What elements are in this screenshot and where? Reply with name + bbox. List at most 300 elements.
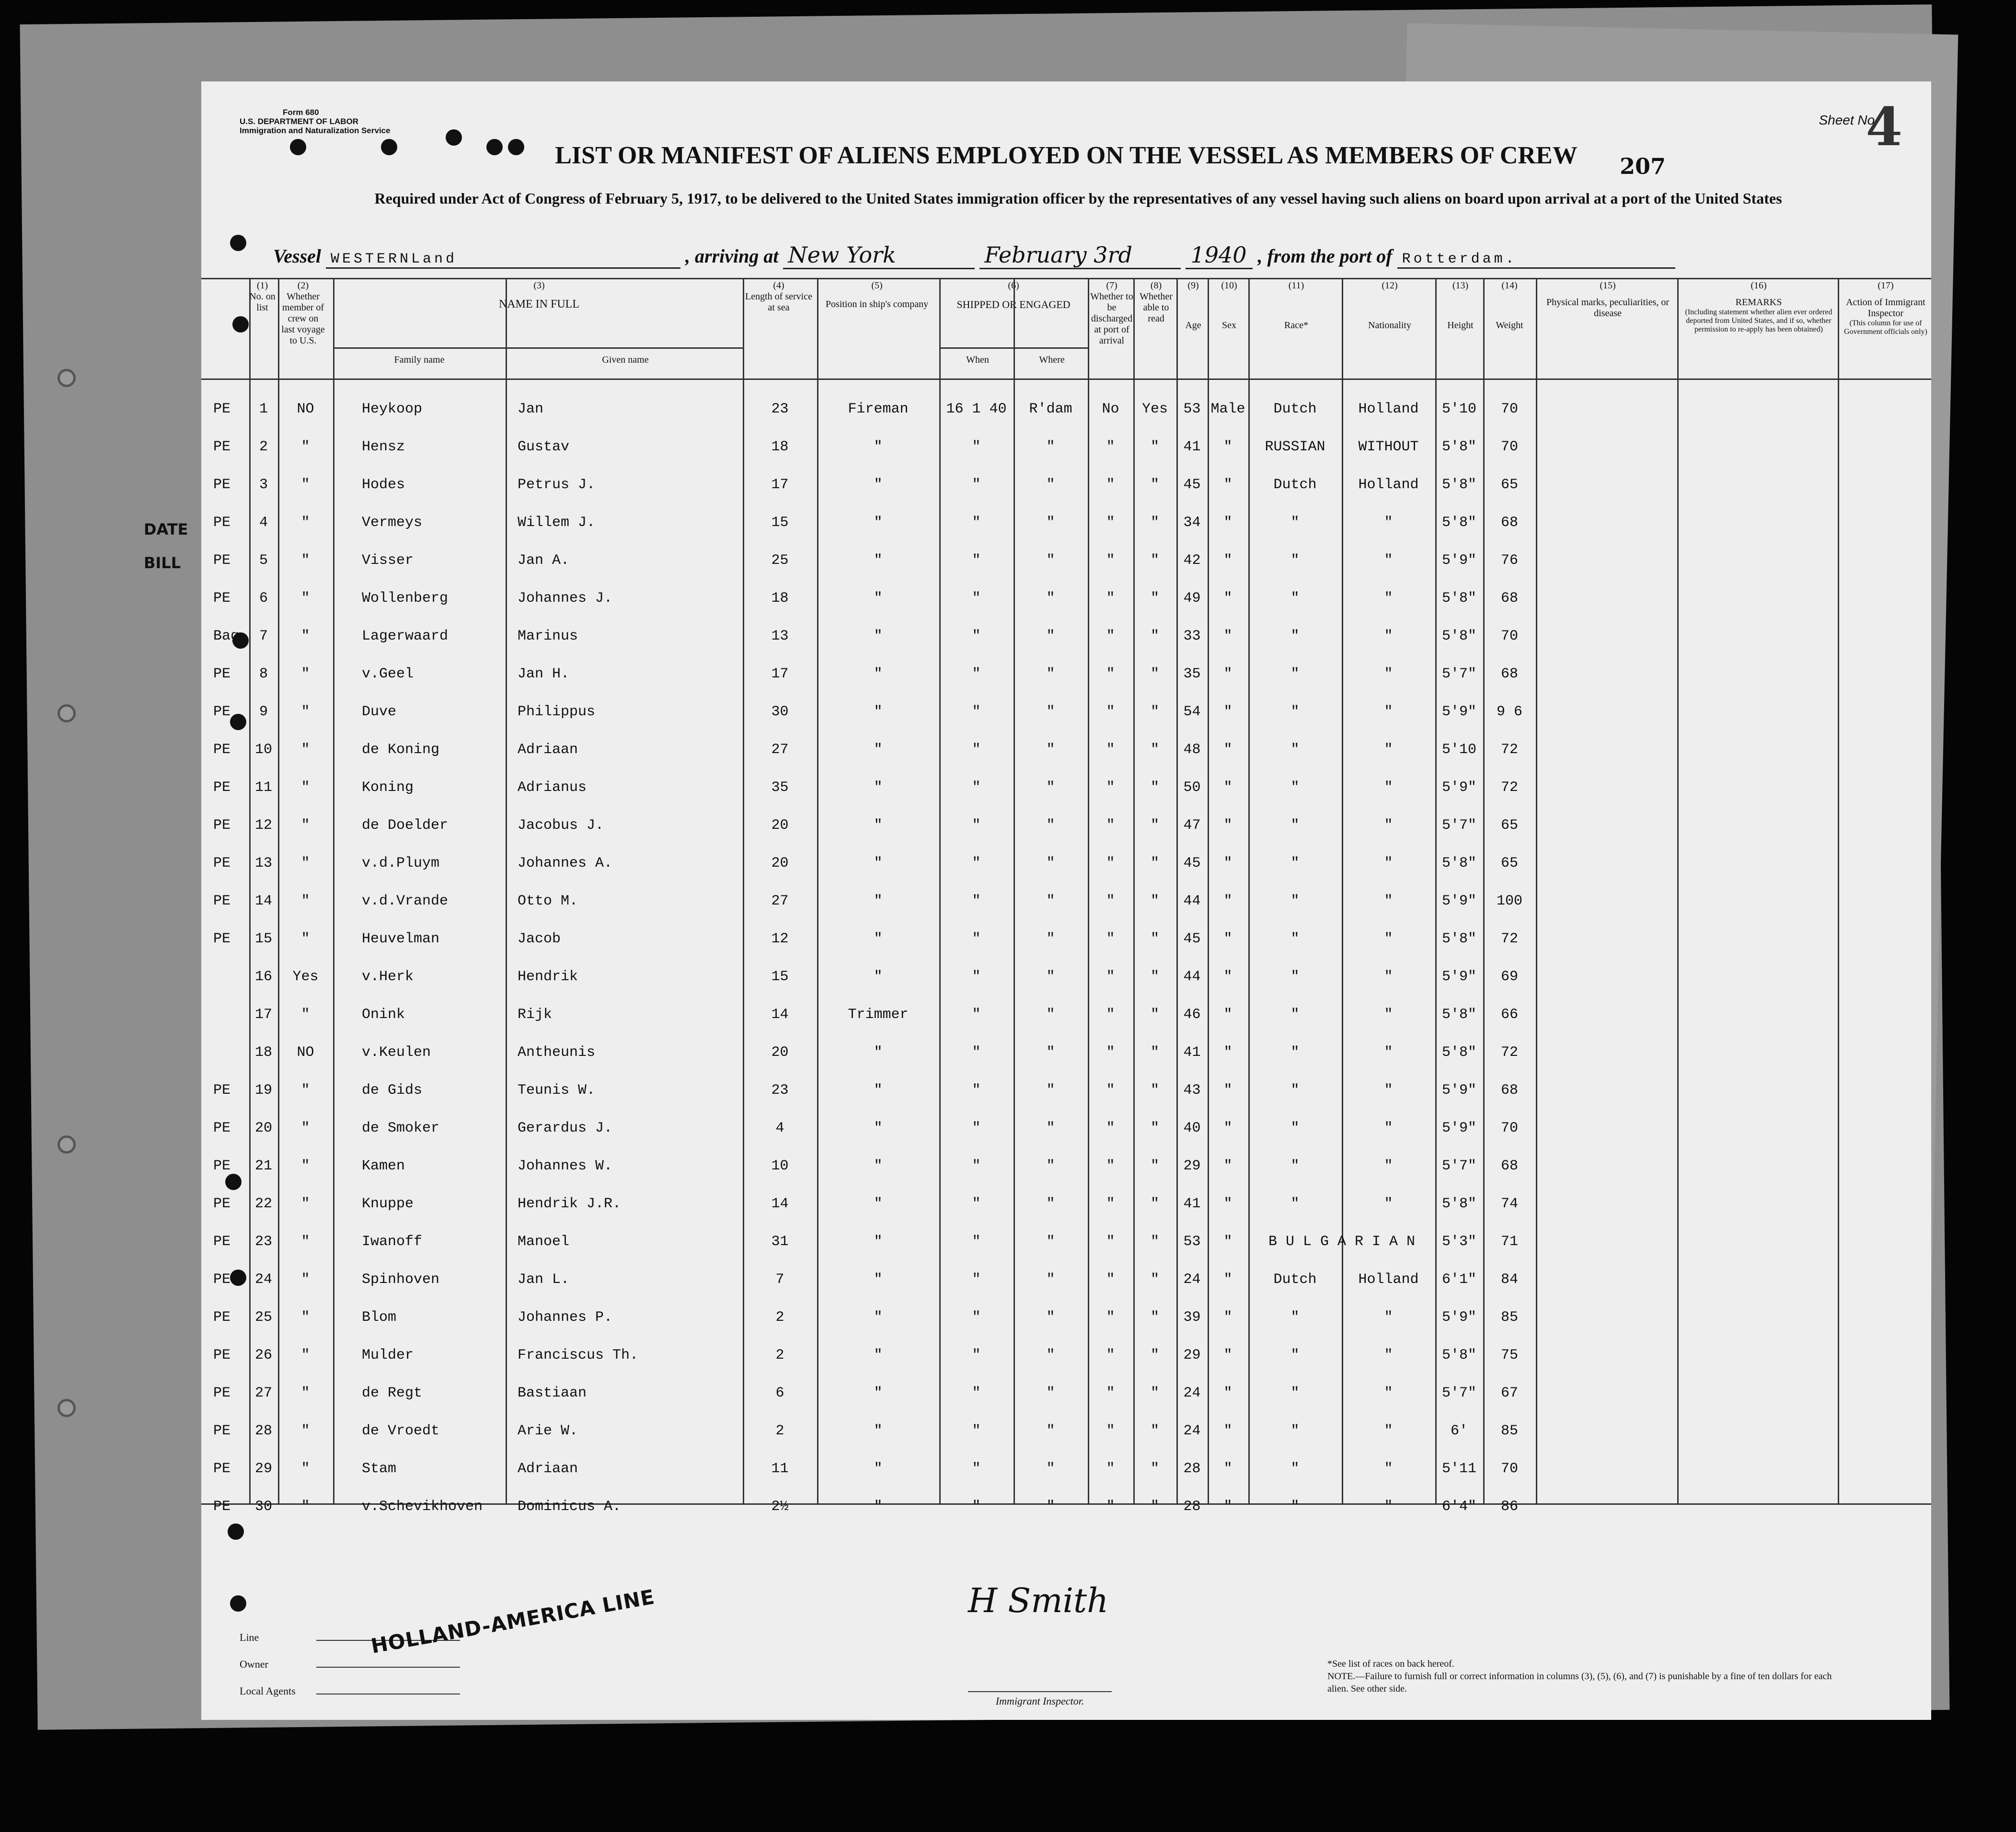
cell-age: 33: [1183, 628, 1201, 644]
cell-disch: ": [1106, 1347, 1115, 1363]
cell-family: v.d.Vrande: [362, 893, 449, 909]
cell-sex: ": [1223, 893, 1233, 909]
header-where: Where: [1039, 355, 1065, 365]
cell-position: ": [874, 779, 883, 796]
cell-age: 29: [1183, 1158, 1201, 1174]
cell-disch: ": [1106, 1196, 1115, 1212]
cell-where: ": [1046, 1499, 1055, 1515]
cell-no: 17: [254, 1007, 272, 1023]
cell-given: Jan H.: [518, 666, 570, 682]
service: Immigration and Naturalization Service: [240, 126, 391, 135]
cell-height: 5'8": [1441, 931, 1476, 947]
cell-age: 48: [1183, 742, 1201, 758]
side-stamp-text: [144, 513, 188, 580]
cell-nat: ": [1384, 590, 1393, 607]
cell-when: ": [972, 515, 981, 531]
cell-pre: PE: [213, 1196, 231, 1212]
table-row: [201, 1034, 1931, 1072]
cell-age: 53: [1183, 401, 1201, 417]
cell-given: Antheunis: [518, 1044, 596, 1061]
header-col7: (7) Whether to be discharged at port of arrival: [1090, 280, 1133, 346]
footer-note: [1327, 1658, 1855, 1695]
cell-given: Johannes J.: [518, 590, 613, 607]
cell-when: ": [972, 1423, 981, 1439]
header-when: When: [966, 355, 989, 365]
cell-disch: ": [1106, 969, 1115, 985]
cell-family: v.Geel: [362, 666, 414, 682]
cell-where: ": [1046, 1309, 1055, 1326]
cell-last: ": [301, 1082, 310, 1099]
cell-where: ": [1046, 666, 1055, 682]
cell-family: de Regt: [362, 1385, 423, 1401]
cell-pre: PE: [213, 1309, 231, 1326]
inspector-label: Immigrant Inspector.: [968, 1691, 1112, 1707]
cell-given: Gustav: [518, 439, 570, 455]
cell-race: ": [1290, 590, 1300, 607]
table-row: [201, 996, 1931, 1034]
cell-family: Kamen: [362, 1158, 405, 1174]
cell-where: ": [1046, 931, 1055, 947]
cell-given: Hendrik: [518, 969, 578, 985]
cell-where: ": [1046, 552, 1055, 569]
cell-service: 4: [775, 1120, 784, 1136]
cell-where: ": [1046, 704, 1055, 720]
table-row: [201, 1337, 1931, 1374]
cell-disch: No: [1102, 401, 1119, 417]
cell-service: 30: [771, 704, 789, 720]
cell-no: 25: [254, 1309, 272, 1326]
cell-family: Mulder: [362, 1347, 414, 1363]
line-label: Line: [240, 1631, 259, 1643]
cell-sex: ": [1223, 969, 1233, 985]
cell-when: ": [972, 1309, 981, 1326]
cell-no: 19: [254, 1082, 272, 1099]
cell-no: 24: [254, 1271, 272, 1288]
cell-weight: 70: [1500, 401, 1518, 417]
cell-sex: ": [1223, 779, 1233, 796]
cell-height: 6': [1450, 1423, 1468, 1439]
cell-weight: 74: [1500, 1196, 1518, 1212]
cell-position: ": [874, 893, 883, 909]
cell-nat: WITHOUT: [1358, 439, 1419, 455]
cell-read: ": [1150, 477, 1159, 493]
cell-age: 24: [1183, 1423, 1201, 1439]
table-row: [201, 920, 1931, 958]
races-note: *See list of races on back hereof.: [1327, 1659, 1454, 1669]
cell-pre: PE: [213, 931, 231, 947]
cell-pre: PE: [213, 1234, 231, 1250]
cell-height: 5'8": [1441, 590, 1476, 607]
cell-sex: ": [1223, 628, 1233, 644]
cell-race: ": [1290, 1158, 1300, 1174]
page-stamp-number: 207: [1620, 153, 1666, 179]
cell-sex: ": [1223, 817, 1233, 834]
cell-nat: Holland: [1358, 401, 1419, 417]
cell-disch: ": [1106, 1271, 1115, 1288]
cell-age: 24: [1183, 1385, 1201, 1401]
cell-family: Visser: [362, 552, 414, 569]
table-row: [201, 618, 1931, 655]
cell-when: ": [972, 1499, 981, 1515]
cell-where: ": [1046, 1385, 1055, 1401]
cell-read: ": [1150, 1007, 1159, 1023]
cell-family: Blom: [362, 1309, 397, 1326]
cell-last: ": [301, 893, 310, 909]
cell-read: ": [1150, 1499, 1159, 1515]
cell-pre: Bag: [213, 628, 240, 644]
cell-weight: 72: [1500, 742, 1518, 758]
cell-age: 49: [1183, 590, 1201, 607]
cell-when: ": [972, 704, 981, 720]
cell-sex: ": [1223, 1158, 1233, 1174]
header-rule: [201, 278, 1931, 279]
cell-disch: ": [1106, 1120, 1115, 1136]
cell-weight: 70: [1500, 439, 1518, 455]
cell-age: 44: [1183, 893, 1201, 909]
cell-age: 47: [1183, 817, 1201, 834]
cell-last: ": [301, 1234, 310, 1250]
cell-position: ": [874, 1271, 883, 1288]
vessel-label: Vessel: [273, 245, 321, 267]
cell-nat: ": [1384, 931, 1393, 947]
cell-service: 6: [775, 1385, 784, 1401]
cell-read: ": [1150, 1461, 1159, 1477]
cell-height: 5'8": [1441, 515, 1476, 531]
cell-last: ": [301, 552, 310, 569]
cell-when: ": [972, 439, 981, 455]
cell-disch: ": [1106, 590, 1115, 607]
cell-weight: 71: [1500, 1234, 1518, 1250]
cell-read: ": [1150, 1158, 1159, 1174]
header-family-name: Family name: [394, 355, 445, 365]
cell-nat: ": [1384, 969, 1393, 985]
table-row: [201, 845, 1931, 882]
cell-family: Spinhoven: [362, 1271, 440, 1288]
cell-height: 5'7": [1441, 1385, 1476, 1401]
cell-sex: Male: [1210, 401, 1245, 417]
cell-position: ": [874, 1461, 883, 1477]
cell-where: ": [1046, 515, 1055, 531]
cell-sex: ": [1223, 552, 1233, 569]
cell-race: ": [1290, 704, 1300, 720]
table-row: [201, 542, 1931, 580]
cell-when: ": [972, 1461, 981, 1477]
arrival-port: New York: [783, 242, 975, 269]
cell-race: ": [1290, 1309, 1300, 1326]
cell-given: Jacobus J.: [518, 817, 604, 834]
cell-age: 28: [1183, 1499, 1201, 1515]
cell-disch: ": [1106, 552, 1115, 569]
cell-no: 15: [254, 931, 272, 947]
cell-last: ": [301, 439, 310, 455]
cell-position: ": [874, 515, 883, 531]
cell-position: ": [874, 590, 883, 607]
cell-no: 21: [254, 1158, 272, 1174]
cell-when: ": [972, 1385, 981, 1401]
cell-race: ": [1290, 1499, 1300, 1515]
cell-age: 53: [1183, 1234, 1201, 1250]
cell-nat: ": [1384, 1120, 1393, 1136]
cell-family: Vermeys: [362, 515, 423, 531]
cell-race: Dutch: [1273, 477, 1317, 493]
cell-given: Rijk: [518, 1007, 553, 1023]
cell-weight: 68: [1500, 590, 1518, 607]
cell-weight: 68: [1500, 666, 1518, 682]
binder-hole: [58, 369, 76, 387]
cell-race: ": [1290, 1120, 1300, 1136]
cell-read: ": [1150, 1082, 1159, 1099]
cell-race: ": [1290, 1044, 1300, 1061]
cell-age: 50: [1183, 779, 1201, 796]
cell-given: Arie W.: [518, 1423, 578, 1439]
cell-where: ": [1046, 1461, 1055, 1477]
cell-race: ": [1290, 893, 1300, 909]
table-row: [201, 504, 1931, 542]
cell-disch: ": [1106, 515, 1115, 531]
side-bill-label: BILL: [144, 554, 181, 572]
cell-service: 7: [775, 1271, 784, 1288]
cell-weight: 100: [1496, 893, 1522, 909]
cell-disch: ": [1106, 1158, 1115, 1174]
cell-height: 5'3": [1441, 1234, 1476, 1250]
cell-position: ": [874, 1234, 883, 1250]
cell-sex: ": [1223, 590, 1233, 607]
cell-where: ": [1046, 1007, 1055, 1023]
cell-height: 5'8": [1441, 1196, 1476, 1212]
table-row: [201, 1185, 1931, 1223]
cell-family: de Smoker: [362, 1120, 440, 1136]
cell-nat: ": [1384, 552, 1393, 569]
header-col1: (1) No. on list: [249, 280, 276, 313]
cell-where: ": [1046, 1423, 1055, 1439]
cell-weight: 68: [1500, 515, 1518, 531]
cell-weight: 69: [1500, 969, 1518, 985]
cell-last: ": [301, 1271, 310, 1288]
cell-given: Johannes P.: [518, 1309, 613, 1326]
cell-service: 17: [771, 666, 789, 682]
cell-read: ": [1150, 1385, 1159, 1401]
cell-height: 6'1": [1441, 1271, 1476, 1288]
cell-position: ": [874, 1423, 883, 1439]
cell-when: ": [972, 931, 981, 947]
cell-when: ": [972, 1007, 981, 1023]
cell-weight: 70: [1500, 1461, 1518, 1477]
cell-read: ": [1150, 552, 1159, 569]
cell-height: 5'9": [1441, 552, 1476, 569]
cell-height: 5'9": [1441, 1082, 1476, 1099]
cell-no: 20: [254, 1120, 272, 1136]
cell-race: ": [1290, 1423, 1300, 1439]
cell-when: ": [972, 628, 981, 644]
cell-weight: 68: [1500, 1082, 1518, 1099]
table-row: [201, 1374, 1931, 1412]
cell-race: ": [1290, 1347, 1300, 1363]
cell-disch: ": [1106, 1007, 1115, 1023]
cell-service: 12: [771, 931, 789, 947]
cell-position: Fireman: [848, 401, 909, 417]
cell-when: ": [972, 1347, 981, 1363]
cell-when: ": [972, 1196, 981, 1212]
cell-position: ": [874, 1309, 883, 1326]
cell-where: ": [1046, 817, 1055, 834]
cell-when: ": [972, 1271, 981, 1288]
cell-nat: ": [1384, 704, 1393, 720]
cell-last: ": [301, 666, 310, 682]
cell-no: 22: [254, 1196, 272, 1212]
cell-last: NO: [297, 401, 314, 417]
cell-read: ": [1150, 1120, 1159, 1136]
cell-service: 10: [771, 1158, 789, 1174]
cell-service: 23: [771, 1082, 789, 1099]
cell-nat: ": [1384, 855, 1393, 871]
cell-weight: 67: [1500, 1385, 1518, 1401]
cell-no: 16: [254, 969, 272, 985]
cell-disch: ": [1106, 1461, 1115, 1477]
cell-position: ": [874, 1499, 883, 1515]
table-row: [201, 769, 1931, 807]
cell-weight: 9 6: [1496, 704, 1522, 720]
cell-where: ": [1046, 1196, 1055, 1212]
punch-hole: [230, 235, 246, 251]
cell-family: de Vroedt: [362, 1423, 440, 1439]
header-col11: (11) Race*: [1284, 280, 1308, 331]
cell-service: 2½: [771, 1499, 789, 1515]
cell-sex: ": [1223, 1385, 1233, 1401]
cell-family: Stam: [362, 1461, 397, 1477]
cell-pre: PE: [213, 817, 231, 834]
cell-no: 6: [259, 590, 268, 607]
header-col13: (13) Height: [1447, 280, 1474, 331]
cell-last: ": [301, 742, 310, 758]
cell-race: ": [1290, 931, 1300, 947]
cell-where: ": [1046, 477, 1055, 493]
cell-no: 5: [259, 552, 268, 569]
table-row: [201, 1261, 1931, 1299]
cell-pre: PE: [213, 515, 231, 531]
cell-nat: ": [1384, 1158, 1393, 1174]
table-row: [201, 1450, 1931, 1488]
cell-position: ": [874, 439, 883, 455]
sheet-number: 4: [1866, 96, 1902, 158]
cell-height: 5'9": [1441, 969, 1476, 985]
table-row: [201, 1299, 1931, 1337]
cell-family: Hodes: [362, 477, 405, 493]
cell-sex: ": [1223, 742, 1233, 758]
binder-hole: [58, 704, 76, 722]
cell-pre: PE: [213, 1082, 231, 1099]
cell-last: ": [301, 477, 310, 493]
cell-read: ": [1150, 742, 1159, 758]
cell-pre: PE: [213, 1385, 231, 1401]
cell-service: 2: [775, 1423, 784, 1439]
cell-last: ": [301, 1120, 310, 1136]
cell-race: ": [1290, 969, 1300, 985]
cell-given: Teunis W.: [518, 1082, 596, 1099]
cell-read: ": [1150, 931, 1159, 947]
cell-where: ": [1046, 628, 1055, 644]
manifest-table: [201, 278, 1931, 1515]
cell-race: ": [1290, 1385, 1300, 1401]
cell-disch: ": [1106, 893, 1115, 909]
cell-height: 5'8": [1441, 1007, 1476, 1023]
cell-nat: Holland: [1358, 1271, 1419, 1288]
cell-age: 24: [1183, 1271, 1201, 1288]
cell-disch: ": [1106, 628, 1115, 644]
cell-disch: ": [1106, 931, 1115, 947]
cell-sex: ": [1223, 1196, 1233, 1212]
cell-height: 5'7": [1441, 1158, 1476, 1174]
arriving-label: , arriving at: [685, 245, 779, 267]
cell-service: 27: [771, 893, 789, 909]
cell-where: ": [1046, 779, 1055, 796]
cell-position: ": [874, 477, 883, 493]
cell-age: 45: [1183, 477, 1201, 493]
cell-last: ": [301, 1499, 310, 1515]
header-col3: (3) NAME IN FULL: [499, 280, 579, 310]
cell-where: ": [1046, 1234, 1055, 1250]
cell-nat: ": [1384, 1196, 1393, 1212]
cell-last: ": [301, 1007, 310, 1023]
cell-read: ": [1150, 1044, 1159, 1061]
cell-race: ": [1290, 552, 1300, 569]
cell-position: ": [874, 1044, 883, 1061]
cell-given: Bastiaan: [518, 1385, 587, 1401]
cell-height: 5'8": [1441, 439, 1476, 455]
cell-service: 2: [775, 1347, 784, 1363]
cell-when: ": [972, 855, 981, 871]
cell-height: 5'9": [1441, 1309, 1476, 1326]
cell-weight: 86: [1500, 1499, 1518, 1515]
cell-where: ": [1046, 855, 1055, 871]
cell-pre: PE: [213, 704, 231, 720]
cell-race: RUSSIAN: [1265, 439, 1325, 455]
cell-no: 23: [254, 1234, 272, 1250]
cell-sex: ": [1223, 1271, 1233, 1288]
cell-nat: ": [1384, 515, 1393, 531]
cell-age: 41: [1183, 1196, 1201, 1212]
cell-height: 5'8": [1441, 1044, 1476, 1061]
cell-when: ": [972, 742, 981, 758]
cell-pre: PE: [213, 666, 231, 682]
cell-pre: PE: [213, 742, 231, 758]
cell-service: 14: [771, 1196, 789, 1212]
cell-family: Hensz: [362, 439, 405, 455]
cell-height: 5'8": [1441, 628, 1476, 644]
cell-service: 35: [771, 779, 789, 796]
table-row: [201, 1110, 1931, 1147]
cell-given: Gerardus J.: [518, 1120, 613, 1136]
cell-nat: ": [1384, 1007, 1393, 1023]
cell-no: 26: [254, 1347, 272, 1363]
cell-age: 34: [1183, 515, 1201, 531]
cell-weight: 68: [1500, 1158, 1518, 1174]
cell-family: Heuvelman: [362, 931, 440, 947]
table-row: [201, 807, 1931, 845]
cell-pre: PE: [213, 779, 231, 796]
cell-disch: ": [1106, 1499, 1115, 1515]
cell-when: 16 1 40: [946, 401, 1007, 417]
cell-given: Adriaan: [518, 1461, 578, 1477]
cell-pre: PE: [213, 552, 231, 569]
cell-when: ": [972, 893, 981, 909]
table-row: [201, 580, 1931, 618]
cell-where: ": [1046, 1044, 1055, 1061]
cell-race: Dutch: [1273, 401, 1317, 417]
cell-position: ": [874, 704, 883, 720]
cell-race: Dutch: [1273, 1271, 1317, 1288]
cell-service: 20: [771, 1044, 789, 1061]
cell-family: v.Herk: [362, 969, 414, 985]
